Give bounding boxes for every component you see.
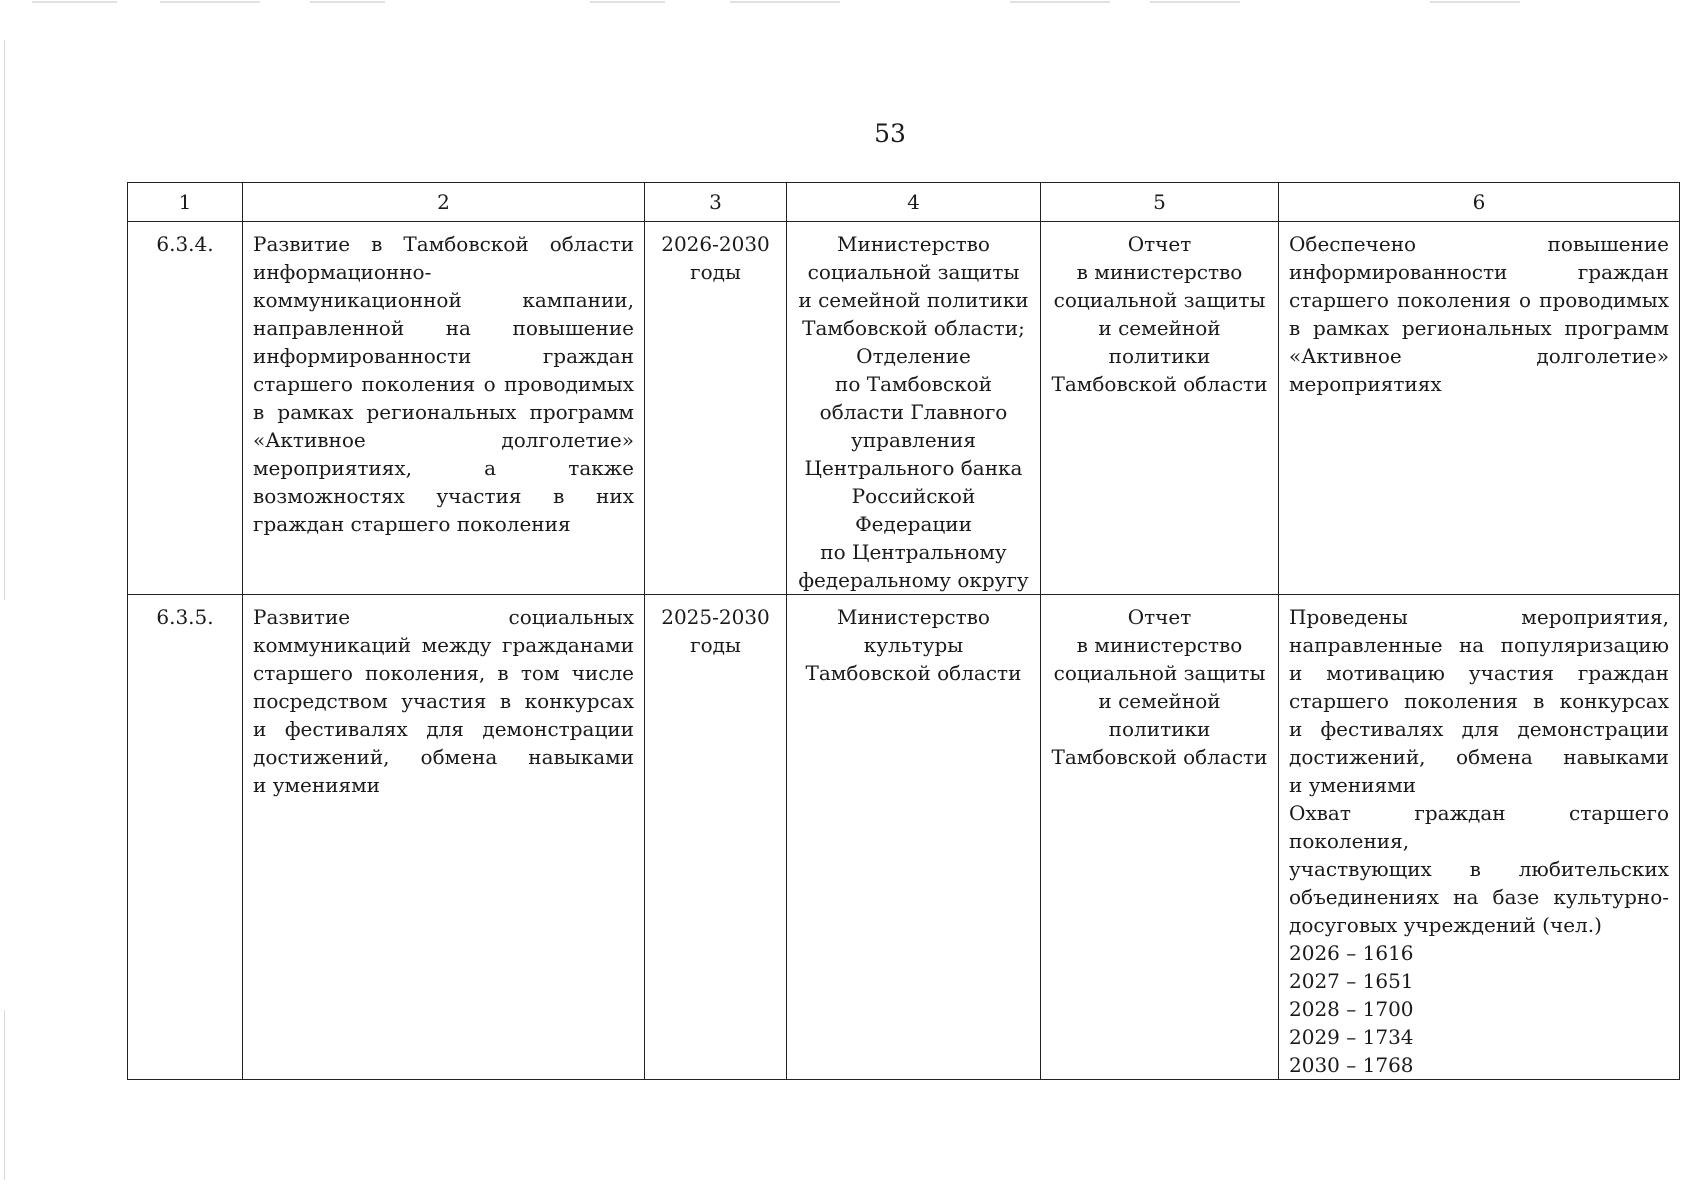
executor-line: Федерации xyxy=(855,512,972,536)
measure-number: 6.3.4. xyxy=(128,222,243,595)
executor-line: Российской xyxy=(851,484,976,508)
column-number-row xyxy=(128,183,1680,222)
activity-line: Развитие социальных xyxy=(253,605,634,629)
executor-line: социальной защиты xyxy=(807,260,1020,284)
report-line: в министерство xyxy=(1076,260,1243,284)
period-line: 2026-2030 xyxy=(661,232,770,256)
coverage-value: 2026 – 1616 xyxy=(1289,941,1414,965)
measure-period xyxy=(645,595,787,1080)
report-line: Отчет xyxy=(1127,232,1192,256)
result-line: старшего поколения о проводимых xyxy=(1289,288,1669,312)
executor-line: Министерство xyxy=(837,605,990,629)
period-line: 2025-2030 xyxy=(661,605,770,629)
activity-line: и умениями xyxy=(253,773,381,797)
activity-line: направленной на повышение xyxy=(253,316,634,340)
executor-line: по Центральному xyxy=(820,540,1007,564)
report-line: политики xyxy=(1108,344,1211,368)
measure-executor xyxy=(787,222,1041,595)
activity-line: и фестивалях для демонстрации xyxy=(253,717,634,741)
result-line: мероприятиях xyxy=(1289,372,1442,396)
result-line: Охват граждан старшего поколения, xyxy=(1289,801,1669,853)
result-line: информированности граждан xyxy=(1289,260,1669,284)
report-line: социальной защиты xyxy=(1053,288,1266,312)
result-line: «Активное долголетие» xyxy=(1289,344,1669,368)
activity-line: информированности граждан xyxy=(253,344,634,368)
activity-line: достижений, обмена навыками xyxy=(253,745,634,769)
activity-line: старшего поколения, в том числе xyxy=(253,661,634,685)
report-line: в министерство xyxy=(1076,633,1243,657)
executor-line: культуры xyxy=(863,633,964,657)
measure-report xyxy=(1041,222,1279,595)
measure-activity xyxy=(243,595,645,1080)
activity-line: граждан старшего поколения xyxy=(253,512,571,536)
report-line: политики xyxy=(1108,717,1211,741)
result-line: и фестивалях для демонстрации xyxy=(1289,717,1669,741)
activity-line: посредством участия в конкурсах xyxy=(253,689,634,713)
coverage-value: 2027 – 1651 xyxy=(1289,969,1414,993)
measure-executor xyxy=(787,595,1041,1080)
result-line: участвующих в любительских xyxy=(1289,857,1669,881)
scan-edge-mark xyxy=(32,1,117,3)
page-number: 53 xyxy=(874,119,906,148)
executor-line: федеральному округу xyxy=(798,568,1029,592)
measure-number: 6.3.5. xyxy=(128,595,243,1080)
scan-edge-mark xyxy=(1150,1,1240,3)
coverage-value: 2030 – 1768 xyxy=(1289,1053,1414,1077)
result-line: Обеспечено повышение xyxy=(1289,232,1669,256)
executor-line: по Тамбовской xyxy=(835,372,992,396)
column-number-header: 5 xyxy=(1041,183,1279,222)
report-line: Отчет xyxy=(1127,605,1192,629)
result-line: старшего поколения в конкурсах xyxy=(1289,689,1669,713)
executor-line: Министерство xyxy=(837,232,990,256)
activity-line: возможностях участия в них xyxy=(253,484,634,508)
result-line: и мотивацию участия граждан xyxy=(1289,661,1669,685)
measure-activity xyxy=(243,222,645,595)
report-line: социальной защиты xyxy=(1053,661,1266,685)
result-line: объединениях на базе культурно- xyxy=(1289,885,1669,909)
report-line: Тамбовской области xyxy=(1051,372,1268,396)
measure-period xyxy=(645,222,787,595)
scan-edge-mark xyxy=(730,1,840,3)
activity-line: «Активное долголетие» xyxy=(253,428,634,452)
measures-table xyxy=(127,182,1680,1080)
measure-result xyxy=(1279,222,1680,595)
activity-line: мероприятиях, а также xyxy=(253,456,634,480)
scan-edge-mark xyxy=(1010,1,1110,3)
result-line: Проведены мероприятия, xyxy=(1289,605,1669,629)
executor-line: области Главного xyxy=(819,400,1008,424)
executor-line: Центрального банка xyxy=(804,456,1023,480)
scan-edge-mark xyxy=(310,1,385,3)
column-number-header: 2 xyxy=(243,183,645,222)
scan-edge-mark xyxy=(590,1,665,3)
measure-result xyxy=(1279,595,1680,1080)
result-line: в рамках региональных программ xyxy=(1289,316,1669,340)
activity-line: коммуникаций между гражданами xyxy=(253,633,634,657)
column-number-header: 3 xyxy=(645,183,787,222)
executor-line: Тамбовской области xyxy=(805,661,1022,685)
executor-line: управления xyxy=(851,428,976,452)
column-number-header: 1 xyxy=(128,183,243,222)
measure-report xyxy=(1041,595,1279,1080)
result-line: направленные на популяризацию xyxy=(1289,633,1669,657)
column-number-header: 4 xyxy=(787,183,1041,222)
activity-line: информационно- xyxy=(253,260,432,284)
scan-edge-mark xyxy=(160,1,260,3)
coverage-value: 2028 – 1700 xyxy=(1289,997,1414,1021)
table-row xyxy=(128,222,1680,595)
period-line: годы xyxy=(690,260,741,284)
scan-edge-line xyxy=(4,1010,5,1180)
result-line: достижений, обмена навыками xyxy=(1289,745,1669,769)
coverage-value: 2029 – 1734 xyxy=(1289,1025,1414,1049)
result-line: досуговых учреждений (чел.) xyxy=(1289,913,1602,937)
scan-edge-mark xyxy=(1430,1,1520,3)
activity-line: в рамках региональных программ xyxy=(253,400,634,424)
period-line: годы xyxy=(690,633,741,657)
report-line: и семейной xyxy=(1098,689,1221,713)
report-line: и семейной xyxy=(1098,316,1221,340)
report-line: Тамбовской области xyxy=(1051,745,1268,769)
executor-line: Отделение xyxy=(856,344,971,368)
activity-line: Развитие в Тамбовской области xyxy=(253,232,634,256)
activity-line: коммуникационной кампании, xyxy=(253,288,634,312)
table-row xyxy=(128,595,1680,1080)
executor-line: Тамбовской области; xyxy=(802,316,1025,340)
activity-line: старшего поколения о проводимых xyxy=(253,372,634,396)
result-line: и умениями xyxy=(1289,773,1417,797)
column-number-header: 6 xyxy=(1279,183,1680,222)
executor-line: и семейной политики xyxy=(798,288,1029,312)
